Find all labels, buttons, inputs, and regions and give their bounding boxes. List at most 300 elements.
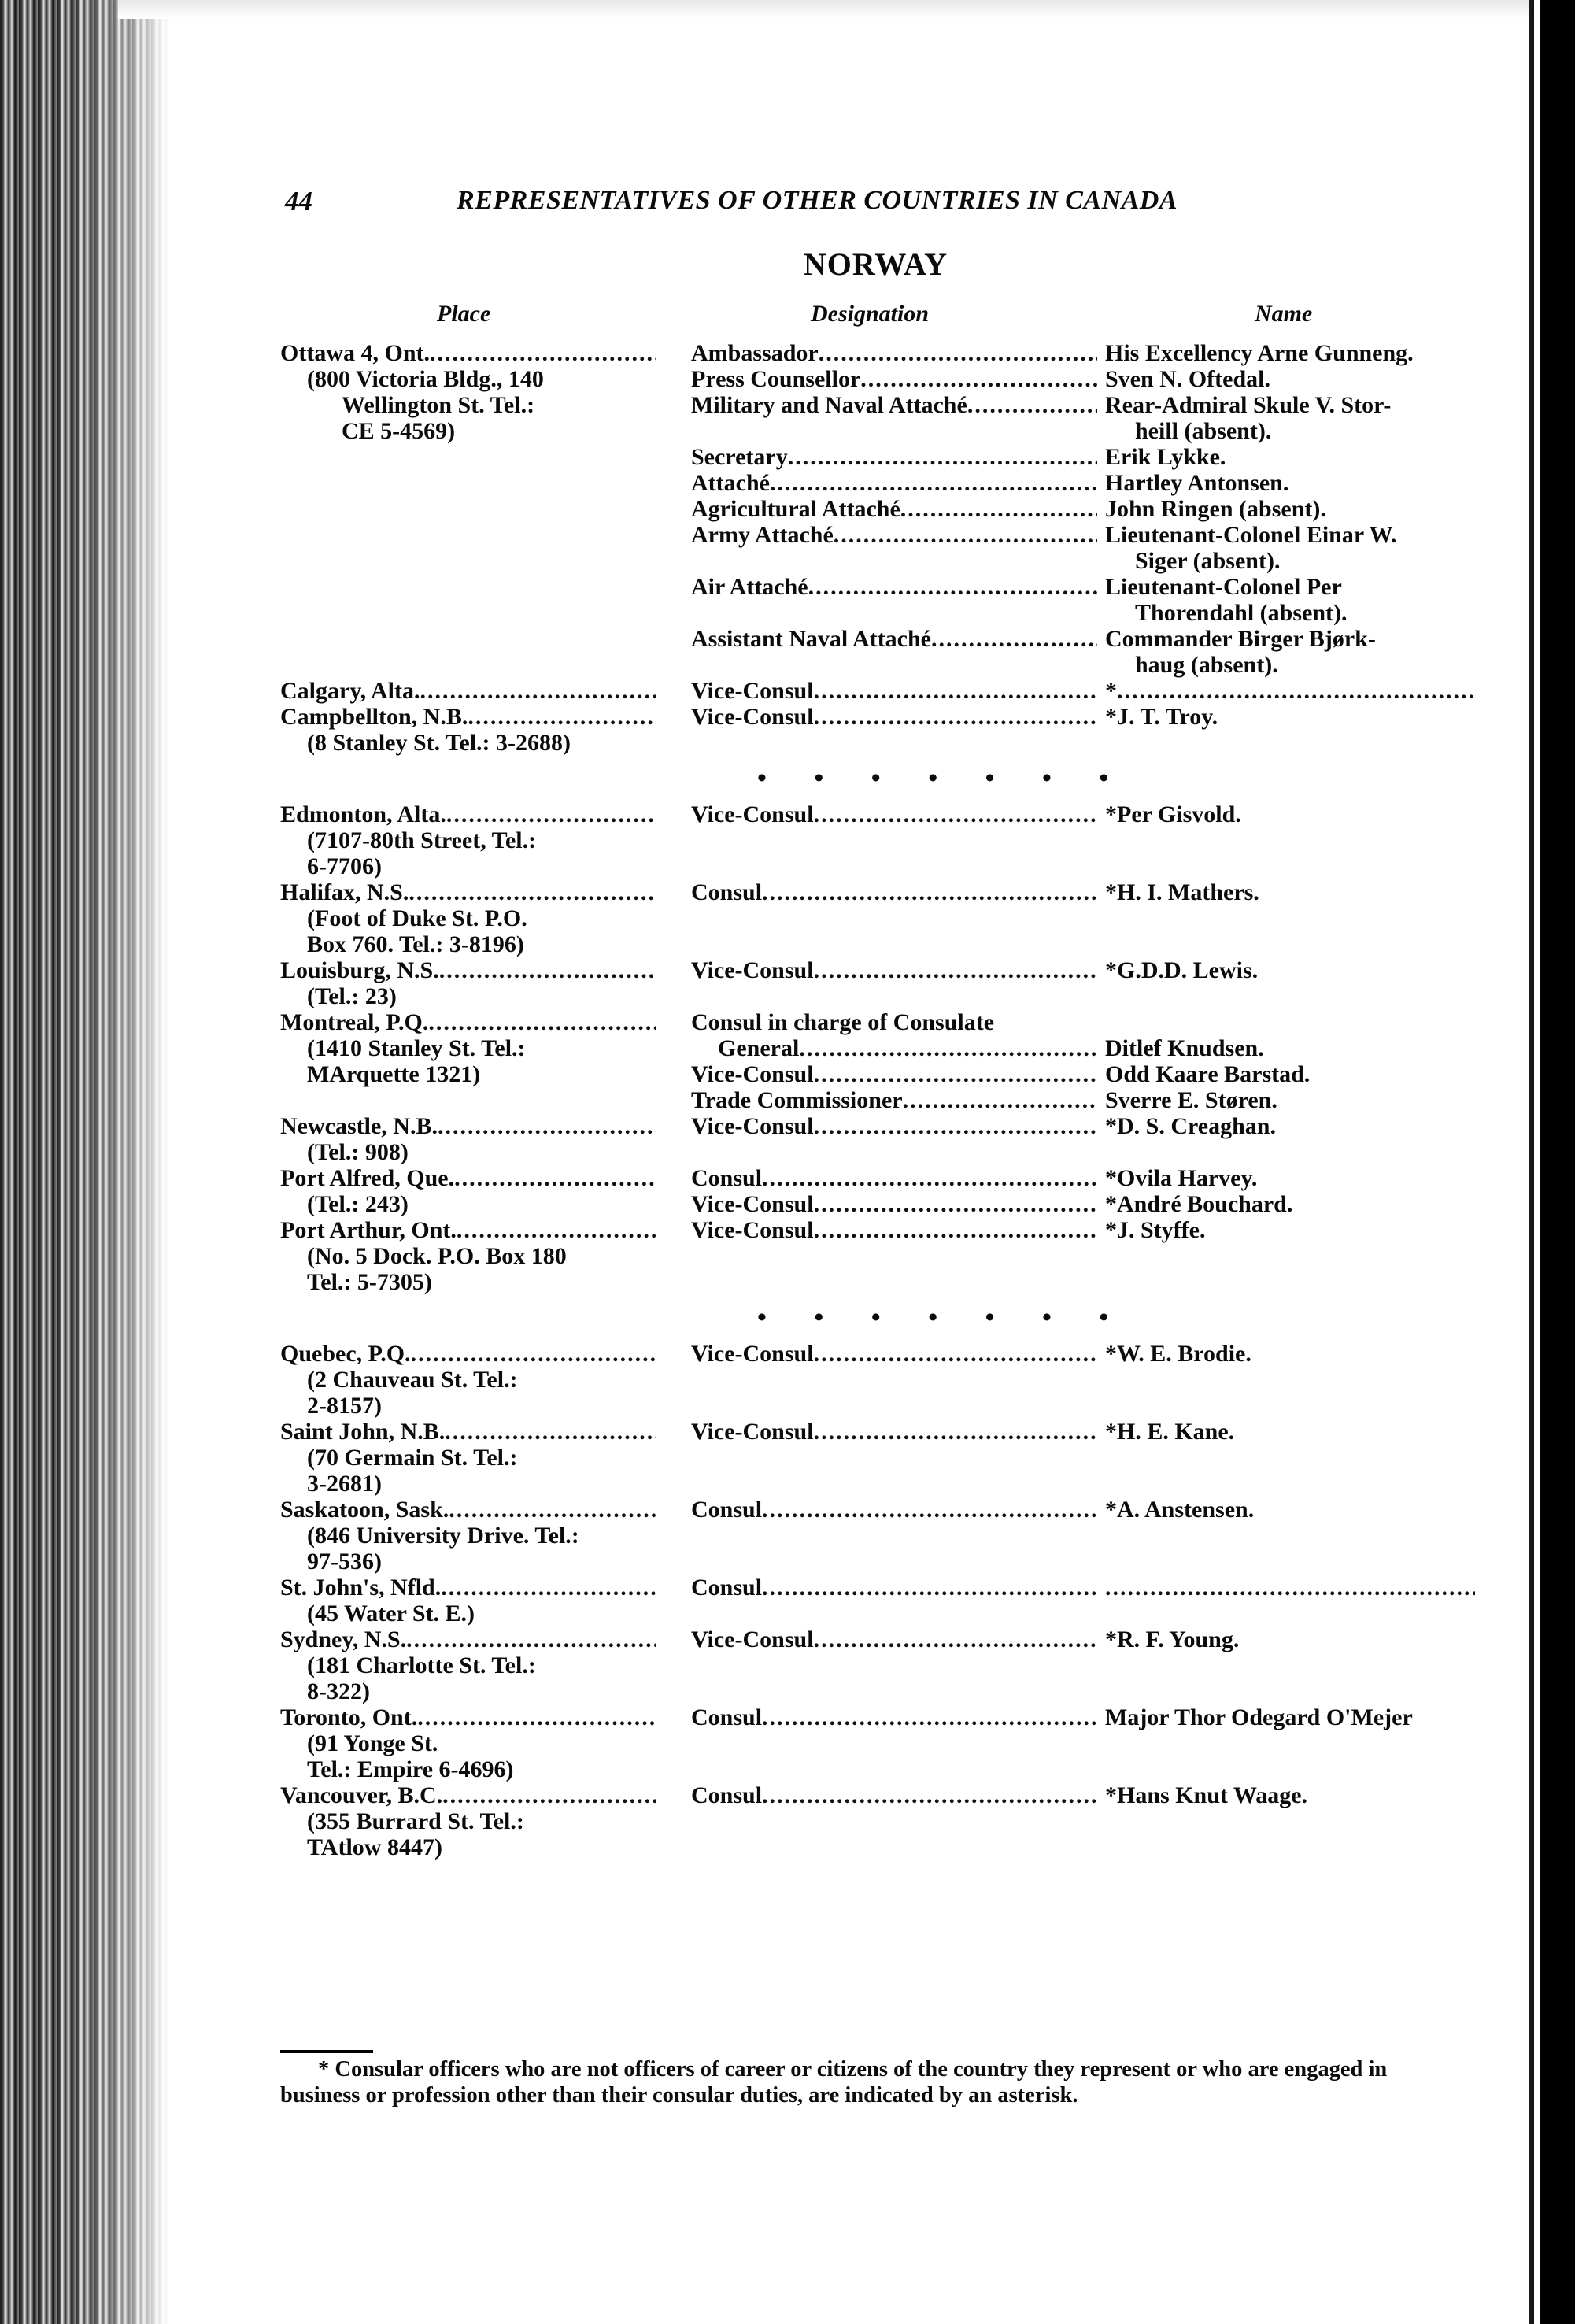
name-cell bbox=[1097, 1061, 1475, 1087]
name-cell bbox=[1097, 1217, 1475, 1243]
designation-name-cell bbox=[691, 704, 1575, 730]
officer-name-cont bbox=[1105, 652, 1475, 678]
designation-cell bbox=[691, 574, 1097, 626]
place-name bbox=[280, 879, 656, 905]
place-name-text: Quebec, P.Q. bbox=[280, 1341, 411, 1367]
name-cell bbox=[1097, 1341, 1475, 1367]
designation-row bbox=[691, 1497, 1575, 1523]
designation-label bbox=[691, 1626, 1097, 1652]
leader-dots bbox=[1117, 678, 1475, 704]
leader-dots bbox=[762, 1782, 1097, 1808]
place-name-text: Vancouver, B.C. bbox=[280, 1782, 443, 1808]
officer-name-text: His Excellency Arne Gunneng. bbox=[1105, 340, 1414, 366]
place-name-text: St. John's, Nfld. bbox=[280, 1575, 442, 1601]
place-cell bbox=[0, 1165, 691, 1217]
designation-label bbox=[691, 1497, 1097, 1523]
designation-label-text: Vice-Consul bbox=[691, 1419, 814, 1445]
leader-dots bbox=[446, 801, 656, 827]
leader-dots bbox=[814, 1061, 1097, 1087]
place-name bbox=[280, 957, 656, 983]
designation-row bbox=[691, 522, 1575, 574]
designation-row bbox=[691, 496, 1575, 522]
designation-row bbox=[691, 957, 1575, 983]
designation-label-text: Vice-Consul bbox=[691, 678, 814, 704]
designation-row bbox=[691, 1341, 1575, 1367]
officer-name-text: *Hans Knut Waage. bbox=[1105, 1782, 1308, 1808]
leader-dots bbox=[967, 392, 1097, 418]
place-name bbox=[280, 1165, 656, 1191]
designation-name-cell bbox=[691, 1575, 1575, 1601]
designation-label bbox=[691, 1165, 1097, 1191]
designation-cell bbox=[691, 1217, 1097, 1243]
officer-name bbox=[1105, 678, 1475, 704]
designation-label bbox=[691, 1419, 1097, 1445]
leader-dots bbox=[417, 1704, 656, 1730]
designation-label bbox=[691, 496, 1097, 522]
name-cell bbox=[1097, 1704, 1475, 1730]
leader-dots bbox=[762, 1575, 1097, 1601]
name-cell bbox=[1097, 444, 1475, 470]
place-name bbox=[280, 340, 656, 366]
name-cell bbox=[1097, 801, 1475, 827]
officer-name-text: *R. F. Young. bbox=[1105, 1626, 1240, 1652]
place-name-text: Toronto, Ont. bbox=[280, 1704, 418, 1730]
place-cell bbox=[0, 678, 691, 704]
leader-dots bbox=[438, 1113, 656, 1139]
leader-dots bbox=[441, 1575, 656, 1601]
place-name bbox=[280, 1575, 656, 1601]
place-address-line: CE 5-4569) bbox=[342, 418, 456, 444]
designation-row bbox=[691, 704, 1575, 730]
entry-3 bbox=[0, 801, 1575, 879]
name-cell bbox=[1097, 678, 1475, 704]
place-name bbox=[280, 704, 656, 730]
officer-name-text: *H. I. Mathers. bbox=[1105, 879, 1259, 905]
name-cell bbox=[1097, 340, 1475, 366]
name-cell bbox=[1097, 574, 1475, 626]
leader-dots bbox=[406, 1626, 656, 1652]
place-address-line: (1410 Stanley St. Tel.: bbox=[307, 1035, 526, 1061]
place-name-text: Saskatoon, Sask. bbox=[280, 1497, 449, 1523]
place-name bbox=[280, 1113, 656, 1139]
designation-name-cell bbox=[691, 957, 1575, 983]
designation-row bbox=[691, 470, 1575, 496]
designation-label-text: Consul in charge of Consulate bbox=[691, 1009, 995, 1035]
entry-14 bbox=[0, 1626, 1575, 1704]
designation-label bbox=[691, 470, 1097, 496]
leader-dots bbox=[814, 801, 1097, 827]
entry-4 bbox=[0, 879, 1575, 957]
place-name-text: Saint John, N.B. bbox=[280, 1419, 446, 1445]
designation-row bbox=[691, 1626, 1575, 1652]
designation-cell bbox=[691, 1165, 1097, 1191]
leader-dots bbox=[449, 1497, 656, 1523]
leader-dots bbox=[762, 1165, 1097, 1191]
designation-name-cell bbox=[691, 879, 1575, 905]
country-heading bbox=[0, 246, 1575, 283]
leader-dots bbox=[814, 704, 1097, 730]
entry-15 bbox=[0, 1704, 1575, 1782]
place-name bbox=[280, 1009, 656, 1035]
designation-cell bbox=[691, 1113, 1097, 1139]
officer-name bbox=[1105, 1009, 1475, 1035]
designation-label-text: Vice-Consul bbox=[691, 1217, 814, 1243]
designation-row bbox=[691, 444, 1575, 470]
leader-dots bbox=[762, 879, 1097, 905]
officer-name-text: *H. E. Kane. bbox=[1105, 1419, 1235, 1445]
entry-7 bbox=[0, 1113, 1575, 1165]
designation-row bbox=[691, 392, 1575, 444]
place-cell bbox=[0, 879, 691, 957]
column-header-place: Place bbox=[437, 301, 491, 327]
place-name bbox=[280, 1626, 656, 1652]
designation-cell bbox=[691, 1341, 1097, 1367]
designation-name-cell bbox=[691, 1419, 1575, 1445]
place-address-line: (7107-80th Street, Tel.: bbox=[307, 827, 537, 853]
column-headers bbox=[0, 301, 1575, 332]
designation-label bbox=[691, 522, 1097, 548]
place-address-line: TAtlow 8447) bbox=[307, 1834, 442, 1860]
column-header-name: Name bbox=[1255, 301, 1313, 327]
officer-name-cont-text: Ditlef Knudsen. bbox=[1105, 1035, 1264, 1061]
designation-label bbox=[691, 626, 1097, 652]
leader-dots bbox=[762, 1497, 1097, 1523]
designation-label-text: Vice-Consul bbox=[691, 1191, 814, 1217]
designation-name-cell bbox=[691, 801, 1575, 827]
designation-label bbox=[691, 574, 1097, 600]
officer-name-text: *Per Gisvold. bbox=[1105, 801, 1241, 827]
place-address-line: 6-7706) bbox=[307, 853, 382, 879]
entry-5 bbox=[0, 957, 1575, 1009]
leader-dots bbox=[814, 1419, 1097, 1445]
designation-label bbox=[691, 1009, 1097, 1035]
name-cell bbox=[1097, 1497, 1475, 1523]
leader-dots bbox=[468, 704, 656, 730]
designation-name-cell bbox=[691, 1165, 1575, 1217]
leader-dots bbox=[445, 1419, 656, 1445]
place-name-text: Newcastle, N.B. bbox=[280, 1113, 438, 1139]
officer-name bbox=[1105, 444, 1475, 470]
place-name-text: Louisburg, N.S. bbox=[280, 957, 439, 983]
designation-label bbox=[691, 340, 1097, 366]
name-cell bbox=[1097, 392, 1475, 444]
leader-dots bbox=[814, 1626, 1097, 1652]
leader-dots bbox=[457, 1217, 656, 1243]
entry-11 bbox=[0, 1419, 1575, 1497]
entry-12 bbox=[0, 1497, 1575, 1575]
designation-row bbox=[691, 1782, 1575, 1808]
designation-cell bbox=[691, 678, 1097, 704]
officer-name bbox=[1105, 1341, 1475, 1367]
designation-cell bbox=[691, 1191, 1097, 1217]
place-cell bbox=[0, 1217, 691, 1295]
officer-name-text: Odd Kaare Barstad. bbox=[1105, 1061, 1311, 1087]
name-cell bbox=[1097, 1009, 1475, 1061]
entry-16 bbox=[0, 1782, 1575, 1860]
officer-name-cont-text: Siger (absent). bbox=[1135, 548, 1281, 574]
name-cell bbox=[1097, 1113, 1475, 1139]
place-name-text: Montreal, P.Q. bbox=[280, 1009, 429, 1035]
name-cell bbox=[1097, 1165, 1475, 1191]
designation-label bbox=[691, 957, 1097, 983]
place-name bbox=[280, 1341, 656, 1367]
place-address-line: 2-8157) bbox=[307, 1393, 382, 1419]
designation-label-text: Attaché bbox=[691, 470, 770, 496]
place-address-line: (91 Yonge St. bbox=[307, 1730, 438, 1756]
place-name-text: Sydney, N.S. bbox=[280, 1626, 407, 1652]
designation-cell bbox=[691, 444, 1097, 470]
leader-dots bbox=[428, 1009, 656, 1035]
place-address-line: Box 760. Tel.: 3-8196) bbox=[307, 931, 524, 957]
officer-name bbox=[1105, 1704, 1475, 1730]
name-cell bbox=[1097, 470, 1475, 496]
leader-dots bbox=[931, 626, 1097, 652]
leader-dots bbox=[454, 1165, 656, 1191]
designation-label-text: Vice-Consul bbox=[691, 957, 814, 983]
officer-name-text: Lieutenant-Colonel Einar W. bbox=[1105, 522, 1397, 548]
designation-cell bbox=[691, 1009, 1097, 1061]
designation-row bbox=[691, 1061, 1575, 1087]
place-address-line: Tel.: Empire 6-4696) bbox=[307, 1756, 514, 1782]
designation-name-cell bbox=[691, 340, 1575, 678]
designation-cell bbox=[691, 626, 1097, 678]
leader-dots bbox=[799, 1035, 1097, 1061]
designation-name-cell bbox=[691, 1704, 1575, 1730]
place-cell bbox=[0, 1626, 691, 1704]
name-cell bbox=[1097, 957, 1475, 983]
officer-name bbox=[1105, 879, 1475, 905]
designation-label bbox=[691, 1341, 1097, 1367]
designation-name-cell bbox=[691, 1217, 1575, 1243]
officer-name-text: John Ringen (absent). bbox=[1105, 496, 1326, 522]
designation-name-cell bbox=[691, 1009, 1575, 1113]
designation-label bbox=[691, 1191, 1097, 1217]
officer-name-text: Erik Lykke. bbox=[1105, 444, 1226, 470]
designation-label bbox=[691, 678, 1097, 704]
leader-dots bbox=[439, 957, 656, 983]
place-cell bbox=[0, 704, 691, 756]
designation-row bbox=[691, 626, 1575, 678]
place-address-line: (Tel.: 23) bbox=[307, 983, 397, 1009]
designation-cell bbox=[691, 704, 1097, 730]
name-cell bbox=[1097, 704, 1475, 730]
name-cell bbox=[1097, 366, 1475, 392]
place-cell bbox=[0, 957, 691, 1009]
officer-name bbox=[1105, 957, 1475, 983]
designation-row bbox=[691, 1165, 1575, 1191]
place-address-line: (8 Stanley St. Tel.: 3-2688) bbox=[307, 730, 571, 756]
leader-dots bbox=[814, 1113, 1097, 1139]
officer-name bbox=[1105, 1419, 1475, 1445]
officer-name-cont-text: haug (absent). bbox=[1135, 652, 1278, 678]
entry-2 bbox=[0, 704, 1575, 756]
leader-dots bbox=[420, 678, 657, 704]
designation-cell bbox=[691, 470, 1097, 496]
officer-name-text: *A. Anstensen. bbox=[1105, 1497, 1255, 1523]
place-name-text: Port Arthur, Ont. bbox=[280, 1217, 457, 1243]
designation-label bbox=[691, 1704, 1097, 1730]
name-cell bbox=[1097, 522, 1475, 574]
place-name bbox=[280, 1782, 656, 1808]
designation-label-text: Consul bbox=[691, 1704, 763, 1730]
officer-name-cont-text: heill (absent). bbox=[1135, 418, 1272, 444]
designation-cell bbox=[691, 340, 1097, 366]
running-header bbox=[0, 186, 1575, 225]
name-cell bbox=[1097, 1575, 1475, 1601]
place-address-line: (45 Water St. E.) bbox=[307, 1601, 475, 1626]
place-name-text: Calgary, Alta. bbox=[280, 678, 420, 704]
officer-name-text: *Ovila Harvey. bbox=[1105, 1165, 1258, 1191]
officer-name bbox=[1105, 392, 1475, 418]
name-cell bbox=[1097, 1191, 1475, 1217]
leader-dots bbox=[409, 879, 656, 905]
page-number: 44 bbox=[285, 186, 312, 216]
entry-0 bbox=[0, 340, 1575, 678]
place-address-line: (No. 5 Dock. P.O. Box 180 bbox=[307, 1243, 567, 1269]
designation-row bbox=[691, 340, 1575, 366]
designation-label-text: Assistant Naval Attaché bbox=[691, 626, 931, 652]
designation-label bbox=[691, 1113, 1097, 1139]
leader-dots bbox=[814, 678, 1097, 704]
place-cell bbox=[0, 801, 691, 879]
designation-name-cell bbox=[691, 1626, 1575, 1652]
place-address-line: 97-536) bbox=[307, 1549, 382, 1575]
entry-10 bbox=[0, 1341, 1575, 1419]
leader-dots bbox=[788, 444, 1097, 470]
leader-dots bbox=[834, 522, 1097, 548]
name-cell bbox=[1097, 1419, 1475, 1445]
place-cell bbox=[0, 1575, 691, 1626]
designation-row bbox=[691, 678, 1575, 704]
place-name bbox=[280, 1419, 656, 1445]
leader-dots bbox=[430, 340, 656, 366]
place-address-line: (Tel.: 243) bbox=[307, 1191, 409, 1217]
officer-name-text: Rear-Admiral Skule V. Stor- bbox=[1105, 392, 1392, 418]
designation-row bbox=[691, 1009, 1575, 1061]
designation-label-text: Military and Naval Attaché bbox=[691, 392, 967, 418]
designation-cell bbox=[691, 1704, 1097, 1730]
entry-13 bbox=[0, 1575, 1575, 1626]
designation-name-cell bbox=[691, 678, 1575, 704]
entry-8 bbox=[0, 1165, 1575, 1217]
representatives-list bbox=[0, 340, 1575, 1860]
officer-name-text: *André Bouchard. bbox=[1105, 1191, 1293, 1217]
designation-label-text: Vice-Consul bbox=[691, 801, 814, 827]
entry-9 bbox=[0, 1217, 1575, 1295]
officer-name-cont bbox=[1105, 600, 1475, 626]
designation-row bbox=[691, 1113, 1575, 1139]
leader-dots bbox=[1105, 1575, 1475, 1601]
officer-name bbox=[1105, 366, 1475, 392]
designation-cell bbox=[691, 879, 1097, 905]
officer-name bbox=[1105, 626, 1475, 652]
leader-dots bbox=[814, 957, 1097, 983]
officer-name bbox=[1105, 522, 1475, 548]
officer-name-text: Hartley Antonsen. bbox=[1105, 470, 1289, 496]
designation-row bbox=[691, 574, 1575, 626]
designation-row bbox=[691, 1191, 1575, 1217]
designation-cell bbox=[691, 1626, 1097, 1652]
entry-1 bbox=[0, 678, 1575, 704]
officer-name bbox=[1105, 1061, 1475, 1087]
column-header-designation: Designation bbox=[811, 301, 930, 327]
place-address-line: (800 Victoria Bldg., 140 bbox=[307, 366, 544, 392]
footnote-rule bbox=[280, 2050, 373, 2053]
designation-row bbox=[691, 1575, 1575, 1601]
country-name: NORWAY bbox=[803, 246, 948, 282]
designation-row bbox=[691, 1087, 1575, 1113]
officer-name bbox=[1105, 574, 1475, 600]
officer-name bbox=[1105, 1575, 1475, 1601]
place-name-text: Halifax, N.S. bbox=[280, 879, 409, 905]
place-address-line: (70 Germain St. Tel.: bbox=[307, 1445, 518, 1471]
designation-label bbox=[691, 392, 1097, 418]
designation-cell bbox=[691, 392, 1097, 444]
designation-label bbox=[691, 1575, 1097, 1601]
designation-label-text: Vice-Consul bbox=[691, 1341, 814, 1367]
place-address-line: (846 University Drive. Tel.: bbox=[307, 1523, 579, 1549]
entry-6 bbox=[0, 1009, 1575, 1113]
designation-label-text: Consul bbox=[691, 1782, 763, 1808]
designation-label bbox=[691, 1217, 1097, 1243]
officer-name bbox=[1105, 1087, 1475, 1113]
name-cell bbox=[1097, 496, 1475, 522]
designation-cell bbox=[691, 366, 1097, 392]
separator-dots: • • • • • • • bbox=[757, 1303, 1129, 1332]
name-cell bbox=[1097, 626, 1475, 678]
officer-name-cont bbox=[1105, 1035, 1475, 1061]
officer-name-text: *D. S. Creaghan. bbox=[1105, 1113, 1276, 1139]
designation-label-text: Consul bbox=[691, 1165, 763, 1191]
place-name bbox=[280, 1217, 656, 1243]
place-address-line: Tel.: 5-7305) bbox=[307, 1269, 432, 1295]
officer-name bbox=[1105, 1217, 1475, 1243]
place-cell bbox=[0, 1009, 691, 1087]
officer-name-cont-text: Thorendahl (absent). bbox=[1135, 600, 1348, 626]
leader-dots bbox=[814, 1191, 1097, 1217]
officer-name-text: * bbox=[1105, 678, 1117, 704]
place-address-line: (Foot of Duke St. P.O. bbox=[307, 905, 527, 931]
designation-label-text: Consul bbox=[691, 879, 763, 905]
leader-dots bbox=[819, 340, 1097, 366]
designation-label-text: Air Attaché bbox=[691, 574, 808, 600]
designation-cell bbox=[691, 1419, 1097, 1445]
designation-label bbox=[691, 366, 1097, 392]
designation-label-text: Vice-Consul bbox=[691, 1113, 814, 1139]
officer-name-text: *J. Styffe. bbox=[1105, 1217, 1206, 1243]
place-cell bbox=[0, 1419, 691, 1497]
designation-cell bbox=[691, 1061, 1097, 1087]
officer-name-text: Commander Birger Bjørk- bbox=[1105, 626, 1376, 652]
designation-label-cont-text: General bbox=[718, 1035, 800, 1061]
designation-cell bbox=[691, 1575, 1097, 1601]
designation-row bbox=[691, 1704, 1575, 1730]
designation-label bbox=[691, 879, 1097, 905]
leader-dots bbox=[860, 366, 1097, 392]
place-cell bbox=[0, 1341, 691, 1419]
designation-cell bbox=[691, 801, 1097, 827]
place-cell bbox=[0, 1704, 691, 1782]
designation-name-cell bbox=[691, 1113, 1575, 1139]
officer-name-text: *G.D.D. Lewis. bbox=[1105, 957, 1259, 983]
place-name bbox=[280, 678, 656, 704]
officer-name-text: *W. E. Brodie. bbox=[1105, 1341, 1251, 1367]
officer-name bbox=[1105, 801, 1475, 827]
place-name bbox=[280, 801, 656, 827]
officer-name-text: Sven N. Oftedal. bbox=[1105, 366, 1270, 392]
designation-name-cell bbox=[691, 1341, 1575, 1367]
leader-dots bbox=[442, 1782, 656, 1808]
